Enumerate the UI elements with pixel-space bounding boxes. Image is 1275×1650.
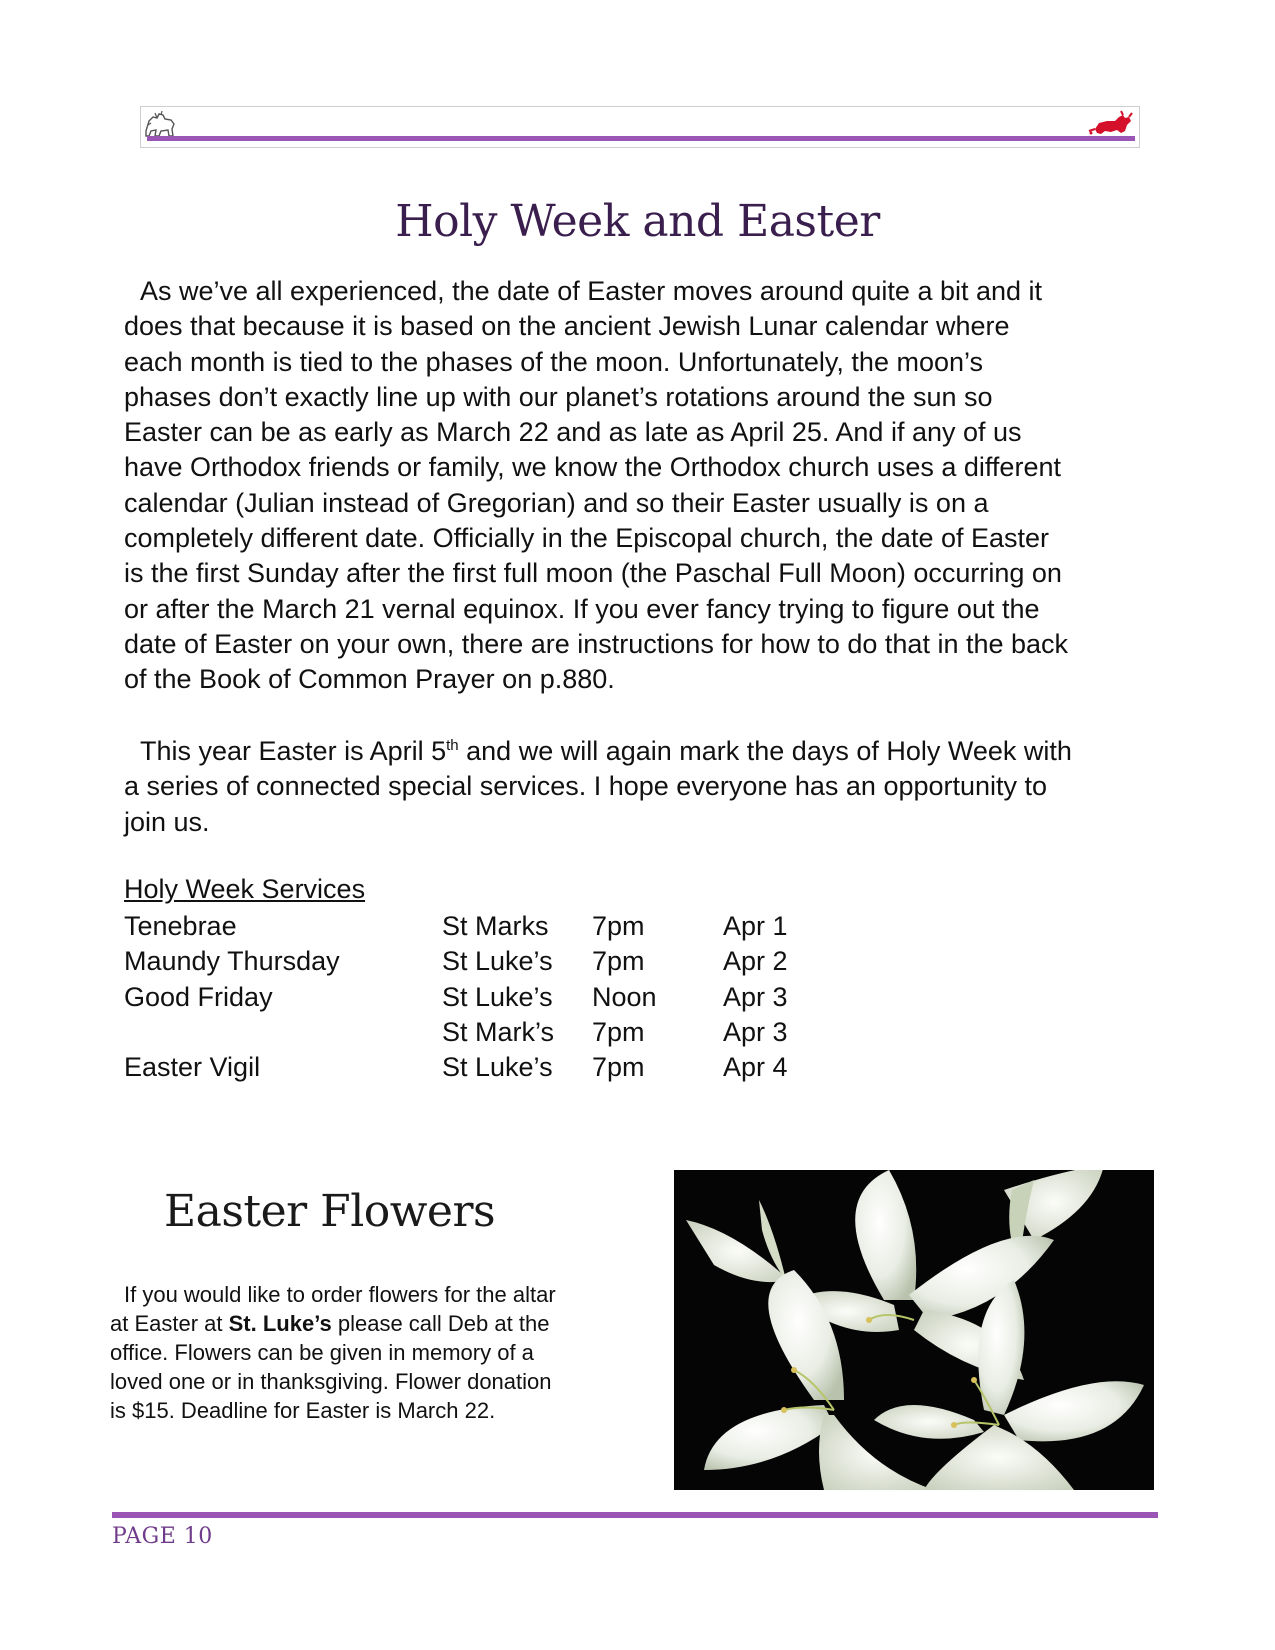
lily-icon bbox=[674, 1170, 1154, 1490]
service-church: St Mark’s bbox=[442, 1016, 555, 1047]
service-time: 7pm bbox=[592, 1052, 645, 1083]
church-name: St. Luke’s bbox=[228, 1311, 332, 1336]
service-date: Apr 2 bbox=[723, 946, 788, 977]
header-banner bbox=[140, 106, 1140, 148]
service-date: Apr 1 bbox=[723, 911, 788, 941]
intro-paragraph: As we’ve all experienced, the date of Easter moves around quite a bit and it does that because it is based on the ancient Jewish Lunar calendar where each month is tied to the phases of the moon. Unfortunately, the moon’s phases don’t exactly line up with our planet’s rotations around the sun so Easter can be as early as March 22 and as late as April 25. And if any of us have Orthodox friends or family, we know the Orthodox church uses a different calendar (Julian instead of Gregorian) and so their Easter usually is on a completely different date. Officially in the Episcopal church, the date of Easter is the first Sunday after the first full moon (the Paschal Full Moon) occurring on or after the March 21 vernal equinox. If you ever fancy trying to figure out the date of Easter on your own, there are instructions for how to do that in the back of the Book of Common Prayer on p.880. bbox=[124, 276, 1069, 695]
lion-icon bbox=[143, 109, 177, 139]
page-title: Holy Week and Easter bbox=[395, 196, 880, 247]
service-name: Good Friday bbox=[124, 981, 273, 1012]
service-time: Noon bbox=[592, 981, 657, 1012]
service-date: Apr 4 bbox=[723, 1052, 788, 1083]
easter-date-paragraph: This year Easter is April 5th and we will again mark the days of Holy Week with a series of connected special services. I hope everyone has an opportunity to join us. bbox=[124, 736, 1072, 837]
bull-icon bbox=[1085, 109, 1135, 139]
service-name: Tenebrae bbox=[124, 911, 237, 941]
service-church: St Marks bbox=[442, 911, 549, 941]
service-time: 7pm bbox=[592, 911, 645, 941]
header-rule bbox=[147, 136, 1135, 141]
page-number: PAGE 10 bbox=[112, 1524, 213, 1549]
service-name: Easter Vigil bbox=[124, 1052, 261, 1083]
service-time: 7pm bbox=[592, 946, 645, 977]
services-heading: Holy Week Services bbox=[124, 874, 366, 904]
service-date: Apr 3 bbox=[723, 981, 788, 1012]
service-row bbox=[124, 980, 824, 1015]
service-row bbox=[124, 1015, 824, 1050]
flowers-paragraph: If you would like to order flowers for the altar at Easter at St. Luke’s please call Deb at the office. Flowers can be given in memory of a loved one or in thanksgiving. Flower donation is $15. Deadline for Easter is March 22. bbox=[110, 1282, 556, 1423]
service-church: St Luke’s bbox=[442, 981, 553, 1012]
service-church: St Luke’s bbox=[442, 946, 553, 977]
services-table bbox=[124, 909, 824, 1085]
footer-rule bbox=[112, 1512, 1158, 1518]
service-church: St Luke’s bbox=[442, 1052, 553, 1083]
lily-photo bbox=[674, 1170, 1154, 1490]
service-date: Apr 3 bbox=[723, 1016, 788, 1047]
service-row bbox=[124, 944, 824, 979]
service-row bbox=[124, 909, 824, 944]
service-time: 7pm bbox=[592, 1016, 645, 1047]
flowers-title: Easter Flowers bbox=[164, 1186, 496, 1237]
service-row bbox=[124, 1050, 824, 1085]
service-name: Maundy Thursday bbox=[124, 946, 340, 977]
